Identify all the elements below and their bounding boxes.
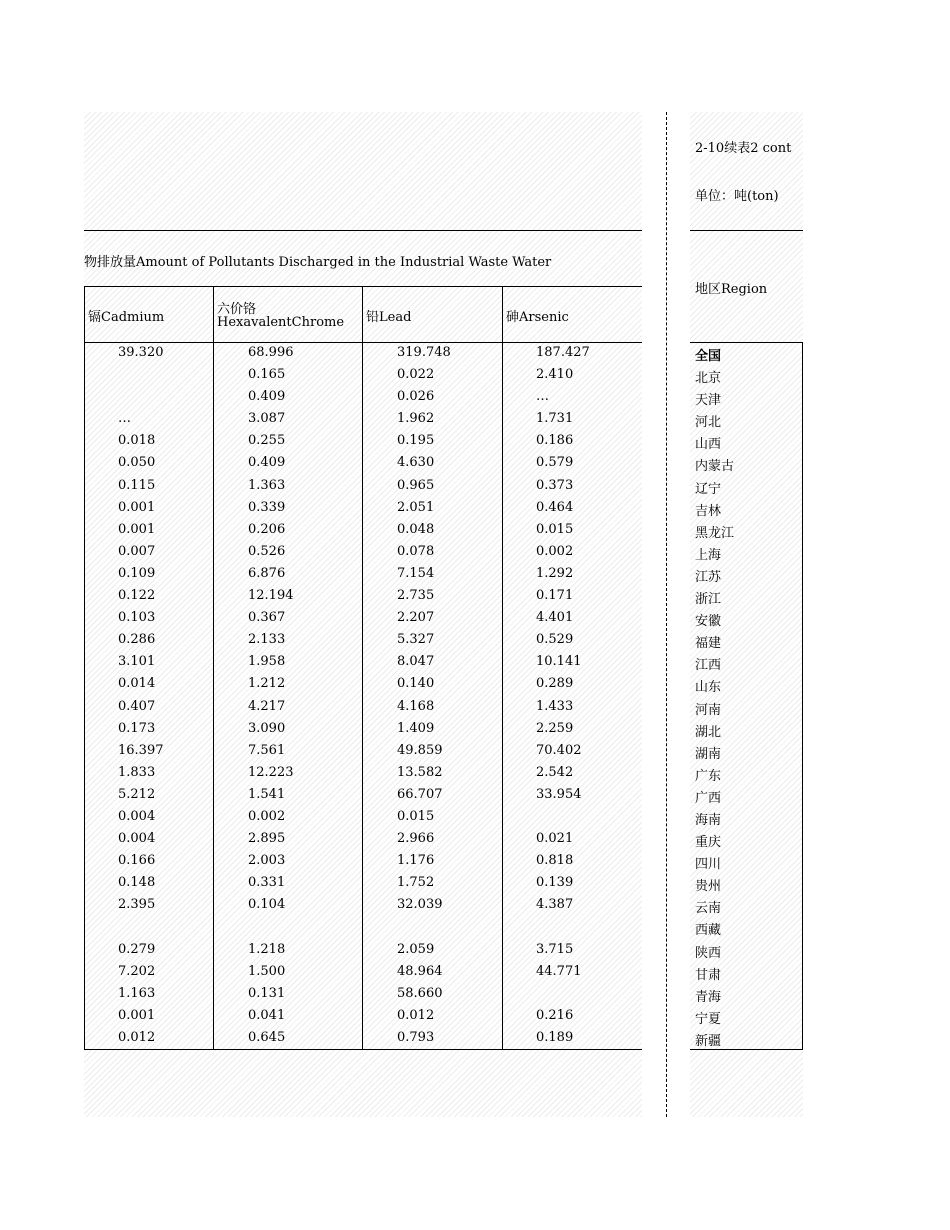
table-cell: 7.154 [397, 565, 435, 581]
table-cell: 0.122 [118, 588, 156, 604]
region-row [695, 673, 800, 695]
table-row [84, 563, 642, 585]
table-cell: 0.579 [536, 455, 574, 471]
region-name: 湖南 [695, 746, 722, 762]
table-cell: 319.748 [397, 345, 451, 360]
table-cell: 0.206 [248, 521, 286, 537]
region-row [695, 894, 800, 916]
table-cell: 0.001 [118, 521, 156, 537]
region-row [695, 806, 800, 828]
table-cell: 12.194 [248, 588, 294, 604]
table-cell: 0.279 [118, 941, 156, 957]
right-top-rule [690, 230, 803, 231]
header-top-border [84, 286, 642, 287]
table-cell: 0.007 [118, 543, 156, 559]
table-cell: 1.752 [397, 875, 435, 891]
table-cell: 0.793 [397, 1029, 435, 1045]
region-name: 辽宁 [695, 481, 722, 497]
table-cell: 0.289 [536, 676, 574, 692]
table-cell: 1.163 [118, 985, 156, 1001]
table-cell: 39.320 [118, 345, 164, 360]
table-cell: 0.015 [397, 808, 435, 824]
table-cell: 0.140 [397, 676, 435, 692]
table-cell: 1.212 [248, 676, 286, 692]
table-cell: 6.876 [248, 565, 286, 581]
unit-label: 单位：吨(ton) [695, 189, 779, 204]
region-row [695, 342, 800, 364]
region-name: 广东 [695, 768, 722, 784]
region-name: 海南 [695, 812, 722, 828]
table-row [84, 983, 642, 1005]
table-cell: 0.255 [248, 433, 286, 449]
region-row [695, 718, 800, 740]
table-row [84, 585, 642, 607]
header-hexavalent-chrome-en: HexavalentChrome [217, 315, 345, 330]
table-cell: 0.050 [118, 455, 156, 471]
table-cell: 58.660 [397, 985, 443, 1001]
region-row [695, 563, 800, 585]
table-cell: 2.059 [397, 941, 435, 957]
region-row [695, 651, 800, 673]
table-cell: 1.218 [248, 941, 286, 957]
table-cell: 44.771 [536, 963, 582, 979]
table-row [84, 519, 642, 541]
region-row [695, 872, 800, 894]
table-row [84, 541, 642, 563]
region-name: 黑龙江 [695, 525, 735, 541]
table-cell: 0.165 [248, 367, 286, 383]
table-row [84, 806, 642, 828]
table-row [84, 850, 642, 872]
page-separator [666, 112, 667, 1117]
table-row [84, 408, 642, 430]
region-name: 西藏 [695, 923, 722, 939]
table-cell: 0.012 [397, 1007, 435, 1023]
table-cell: 0.409 [248, 389, 286, 405]
region-name: 河南 [695, 702, 722, 718]
table-cell: 0.367 [248, 610, 286, 626]
table-cell: 187.427 [536, 345, 590, 360]
region-name: 江苏 [695, 569, 722, 585]
region-row [695, 740, 800, 762]
region-row [695, 762, 800, 784]
table-cell: 2.395 [118, 897, 156, 913]
region-row [695, 983, 800, 1005]
table-row [84, 784, 642, 806]
table-cell: 0.012 [118, 1029, 156, 1045]
table-cell: 0.115 [118, 477, 156, 493]
table-row [84, 696, 642, 718]
region-row [695, 629, 800, 651]
table-cell: 0.002 [248, 808, 286, 824]
region-row [695, 961, 800, 983]
table-cell: 0.189 [536, 1029, 574, 1045]
table-cell: 3.087 [248, 411, 286, 427]
table-cell: 0.464 [536, 499, 574, 515]
table-row [84, 430, 642, 452]
region-row [695, 541, 800, 563]
table-cell: 2.003 [248, 853, 286, 869]
table-cell: 1.541 [248, 786, 286, 802]
region-name: 山西 [695, 437, 722, 453]
table-cell: 0.173 [118, 720, 156, 736]
table-cell: 0.021 [536, 831, 574, 847]
region-name: 宁夏 [695, 1011, 722, 1027]
table-cell: 1.176 [397, 853, 435, 869]
table-cell: 2.051 [397, 499, 435, 515]
region-name: 重庆 [695, 835, 722, 851]
region-name: 浙江 [695, 592, 722, 608]
table-cell: 0.001 [118, 499, 156, 515]
region-name: 江西 [695, 658, 722, 674]
table-cell: 0.014 [118, 676, 156, 692]
table-cell: 8.047 [397, 654, 435, 670]
table-cell: 16.397 [118, 742, 164, 758]
table-cell: 0.041 [248, 1007, 286, 1023]
table-cell: 0.148 [118, 875, 156, 891]
region-name: 广西 [695, 790, 722, 806]
table-cell: 66.707 [397, 786, 443, 802]
table-row [84, 342, 642, 364]
table-cell: 33.954 [536, 786, 582, 802]
region-name: 上海 [695, 547, 722, 563]
region-name: 山东 [695, 680, 722, 696]
table-cell: 0.171 [536, 588, 574, 604]
table-cell: 3.715 [536, 941, 574, 957]
region-row [695, 607, 800, 629]
table-cell: 0.015 [536, 521, 574, 537]
table-cell: 0.186 [536, 433, 574, 449]
table-cell: 4.168 [397, 698, 435, 714]
region-name: 天津 [695, 393, 722, 409]
table-cell: 5.327 [397, 632, 435, 648]
table-row [84, 1027, 642, 1049]
table-cell: 5.212 [118, 786, 156, 802]
table-cell: 0.139 [536, 875, 574, 891]
table-cell: 0.216 [536, 1007, 574, 1023]
table-row [84, 961, 642, 983]
table-row [84, 718, 642, 740]
table-row [84, 740, 642, 762]
table-cell: 13.582 [397, 764, 443, 780]
table-cell: 0.002 [536, 543, 574, 559]
table-cell: 0.286 [118, 632, 156, 648]
table-cell: 0.373 [536, 477, 574, 493]
table-cell: 1.833 [118, 764, 156, 780]
region-row [695, 497, 800, 519]
table-row [84, 364, 642, 386]
table-row [84, 452, 642, 474]
table-cell: 3.090 [248, 720, 286, 736]
data-rows [84, 342, 642, 1049]
table-cell: 1.958 [248, 654, 286, 670]
table-cell: 0.018 [118, 433, 156, 449]
table-cell: 0.104 [248, 897, 286, 913]
region-row [695, 850, 800, 872]
header-arsenic: 砷Arsenic [506, 310, 569, 325]
table-cell: 49.859 [397, 742, 443, 758]
region-rows [695, 342, 800, 1049]
table-cell: 0.526 [248, 543, 286, 559]
table-cell: 0.131 [248, 985, 286, 1001]
table-cell: 12.223 [248, 764, 294, 780]
region-name: 云南 [695, 901, 722, 917]
table-row [84, 1005, 642, 1027]
region-name: 新疆 [695, 1033, 722, 1049]
table-bottom-border [84, 1049, 642, 1050]
table-cell: 0.109 [118, 565, 156, 581]
table-cell: 0.166 [118, 853, 156, 869]
region-name: 陕西 [695, 945, 722, 961]
table-cell: 0.022 [397, 367, 435, 383]
table-cell: 2.735 [397, 588, 435, 604]
region-row [695, 430, 800, 452]
table-cell: 1.363 [248, 477, 286, 493]
region-right-border [802, 342, 803, 1049]
table-cell: 0.004 [118, 808, 156, 824]
table-row [84, 762, 642, 784]
region-row [695, 696, 800, 718]
region-name: 甘肃 [695, 967, 722, 983]
table-row [84, 673, 642, 695]
table-cell: 2.133 [248, 632, 286, 648]
table-cell: 0.339 [248, 499, 286, 515]
region-row [695, 828, 800, 850]
region-name: 湖北 [695, 724, 722, 740]
table-row [84, 629, 642, 651]
table-cell: 0.407 [118, 698, 156, 714]
table-row [84, 386, 642, 408]
table-row [84, 872, 642, 894]
table-cell: 2.410 [536, 367, 574, 383]
table-cell: 7.202 [118, 963, 156, 979]
table-cell: 1.500 [248, 963, 286, 979]
table-cell: 4.630 [397, 455, 435, 471]
region-row [695, 916, 800, 938]
table-cell: 32.039 [397, 897, 443, 913]
region-row [695, 585, 800, 607]
table-id: 2-10续表2 cont [695, 141, 792, 156]
table-cell: 0.965 [397, 477, 435, 493]
table-cell: 4.401 [536, 610, 574, 626]
region-row [695, 475, 800, 497]
table-cell: 2.895 [248, 831, 286, 847]
table-cell: 4.217 [248, 698, 286, 714]
table-cell: 0.331 [248, 875, 286, 891]
table-cell: 3.101 [118, 654, 156, 670]
region-row [695, 939, 800, 961]
table-cell: 0.048 [397, 521, 435, 537]
region-name: 四川 [695, 857, 722, 873]
region-name: 吉林 [695, 503, 722, 519]
table-cell: 0.645 [248, 1029, 286, 1045]
table-row [84, 651, 642, 673]
region-row [695, 1027, 800, 1049]
table-cell: 2.966 [397, 831, 435, 847]
table-cell: 2.542 [536, 764, 574, 780]
table-row [84, 916, 642, 938]
table-row [84, 894, 642, 916]
table-cell: 0.818 [536, 853, 574, 869]
table-cell: 2.259 [536, 720, 574, 736]
table-cell: 0.103 [118, 610, 156, 626]
table-cell: 0.409 [248, 455, 286, 471]
table-row [84, 939, 642, 961]
table-cell: 68.996 [248, 345, 294, 360]
region-row [695, 452, 800, 474]
region-name: 青海 [695, 989, 722, 1005]
region-row [695, 364, 800, 386]
table-cell: 48.964 [397, 963, 443, 979]
region-row [695, 519, 800, 541]
region-row [695, 784, 800, 806]
table-cell: 0.004 [118, 831, 156, 847]
header-cadmium: 镉Cadmium [88, 310, 165, 325]
region-name: 河北 [695, 415, 722, 431]
table-row [84, 828, 642, 850]
region-name: 福建 [695, 636, 722, 652]
table-cell: 1.962 [397, 411, 435, 427]
region-name: 贵州 [695, 879, 722, 895]
table-cell: 0.026 [397, 389, 435, 405]
table-cell: 0.001 [118, 1007, 156, 1023]
region-row [695, 408, 800, 430]
region-name: 北京 [695, 371, 722, 387]
region-bottom-border [690, 1049, 803, 1050]
region-name: 内蒙古 [695, 459, 735, 475]
table-cell: … [536, 389, 549, 405]
table-row [84, 475, 642, 497]
region-header: 地区Region [695, 282, 768, 297]
region-name: 全国 [695, 349, 722, 364]
table-cell: 10.141 [536, 654, 582, 670]
region-row [695, 386, 800, 408]
region-name: 安徽 [695, 614, 722, 630]
table-cell: 0.529 [536, 632, 574, 648]
table-cell: 4.387 [536, 897, 574, 913]
table-cell: 0.078 [397, 543, 435, 559]
table-cell: 1.731 [536, 411, 574, 427]
table-cell: 0.195 [397, 433, 435, 449]
table-row [84, 497, 642, 519]
header-hexavalent-chrome-cn: 六价铬 [217, 302, 257, 317]
table-cell: 70.402 [536, 742, 582, 758]
table-row [84, 607, 642, 629]
table-title: 物排放量Amount of Pollutants Discharged in the Industrial Waste Water [84, 255, 552, 270]
table-cell: 1.292 [536, 565, 574, 581]
table-cell: … [118, 411, 131, 427]
region-row [695, 1005, 800, 1027]
header-lead: 铅Lead [366, 310, 412, 325]
table-cell: 1.433 [536, 698, 574, 714]
table-cell: 2.207 [397, 610, 435, 626]
table-cell: 1.409 [397, 720, 435, 736]
table-cell: 7.561 [248, 742, 286, 758]
left-top-rule [84, 230, 642, 231]
